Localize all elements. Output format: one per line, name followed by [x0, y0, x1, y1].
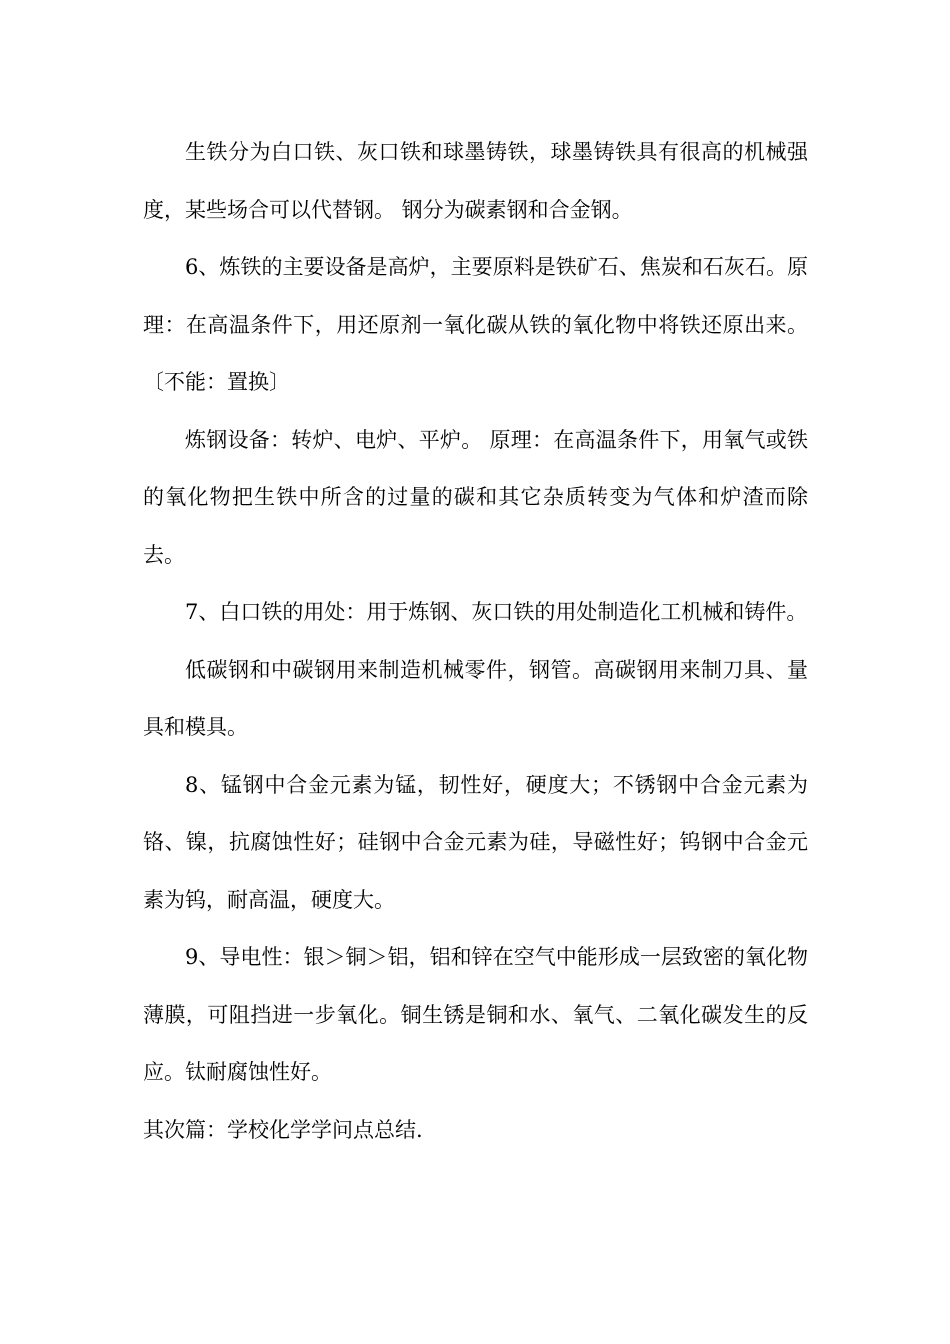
paragraph-carbon-steel-uses: 低碳钢和中碳钢用来制造机械零件，钢管。高碳钢用来制刀具、量具和模具。 — [143, 657, 808, 739]
paragraph-alloy-steels: 8、锰钢中合金元素为锰，韧性好，硬度大；不锈钢中合金元素为铬、镍，抗腐蚀性好；硅钢中合金元素为硅，导磁性好；钨钢中合金元素为钨，耐高温，硬度大。 — [143, 772, 808, 912]
paragraph-conductivity: 9、导电性：银＞铜＞铝，铝和锌在空气中能形成一层致密的氧化物薄膜，可阻挡进一步氧化。铜生锈是铜和水、氧气、二氧化碳发生的反应。钛耐腐蚀性好。 — [143, 945, 808, 1084]
section-heading: 其次篇：学校化学学问点总结. — [143, 1117, 423, 1142]
paragraph-white-iron-uses: 7、白口铁的用处：用于炼钢、灰口铁的用处制造化工机械和铸件。 — [185, 600, 808, 624]
document-page — [143, 124, 808, 1159]
paragraph-steelmaking: 炼钢设备：转炉、电炉、平炉。 原理：在高温条件下，用氧气或铁的氧化物把生铁中所含的过量的碳和其它杂质转变为气体和炉渣而除去。 — [143, 427, 808, 567]
paragraph-pig-iron: 生铁分为白口铁、灰口铁和球墨铸铁，球墨铸铁具有很高的机械强度，某些场合可以代替钢。 钢分为碳素钢和合金钢。 — [143, 140, 808, 222]
paragraph-ironmaking: 6、炼铁的主要设备是高炉，主要原料是铁矿石、焦炭和石灰石。原理：在高温条件下，用还原剂一氧化碳从铁的氧化物中将铁还原出来。〔不能：置换〕 — [143, 255, 808, 394]
